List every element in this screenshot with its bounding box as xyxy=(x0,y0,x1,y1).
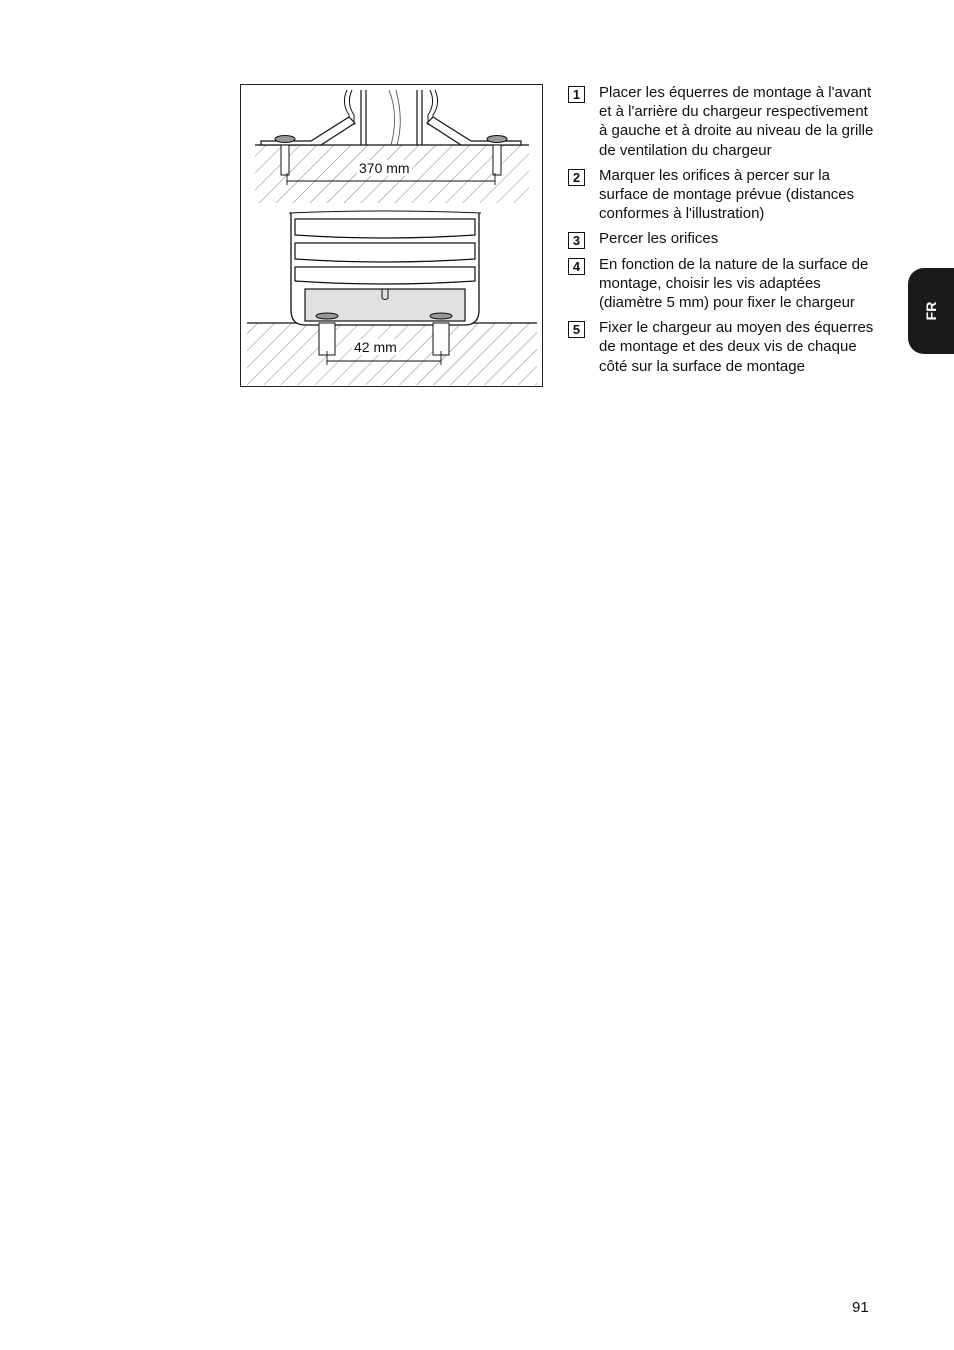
vent-rib-3 xyxy=(295,267,475,284)
step-text: Placer les équerres de montage à l'avant et à l'arrière du chargeur respectivement à gauche et à droite au niveau de la grille de ventilation du chargeur xyxy=(599,84,874,159)
bottom-view xyxy=(247,211,537,385)
left-screw-head xyxy=(275,136,295,143)
step-number-box: 5 xyxy=(568,321,585,338)
step-number-box: 2 xyxy=(568,169,585,186)
dimension-label-top: 370 mm xyxy=(359,160,410,176)
step-number-box: 3 xyxy=(568,232,585,249)
language-tab xyxy=(908,268,954,354)
bottom-right-screw xyxy=(433,323,449,355)
step-number-box: 1 xyxy=(568,86,585,103)
bottom-right-screw-head xyxy=(430,313,452,319)
bottom-left-screw xyxy=(319,323,335,355)
step-number-box: 4 xyxy=(568,258,585,275)
step-item xyxy=(568,255,878,313)
top-view xyxy=(255,90,529,215)
vent-rib-1 xyxy=(295,219,475,238)
step-item xyxy=(568,318,878,376)
bottom-left-screw-head xyxy=(316,313,338,319)
vent-rib-2 xyxy=(295,243,475,262)
instruction-steps xyxy=(568,83,878,382)
step-item xyxy=(568,166,878,224)
step-item xyxy=(568,83,878,160)
dimension-label-bottom: 42 mm xyxy=(354,339,397,355)
step-text: Fixer le chargeur au moyen des équerres de montage et des deux vis de chaque côté sur la surface de montage xyxy=(599,319,874,375)
step-text: Percer les orifices xyxy=(599,230,719,248)
right-screw-head xyxy=(487,136,507,143)
left-bracket xyxy=(261,117,355,145)
left-screw xyxy=(281,145,289,175)
language-tab-label: FR xyxy=(923,301,939,321)
step-text: En fonction de la nature de la surface de montage, choisir les vis adaptées (diamètre 5 mm) pour fixer le chargeur xyxy=(599,255,869,312)
page-number: 91 xyxy=(852,1299,869,1316)
mounting-illustration xyxy=(240,84,543,387)
step-item xyxy=(568,229,878,248)
right-screw xyxy=(493,145,501,175)
step-text: Marquer les orifices à percer sur la surface de montage prévue (distances conformes à l'illustration) xyxy=(599,166,855,223)
right-bracket xyxy=(427,117,521,145)
